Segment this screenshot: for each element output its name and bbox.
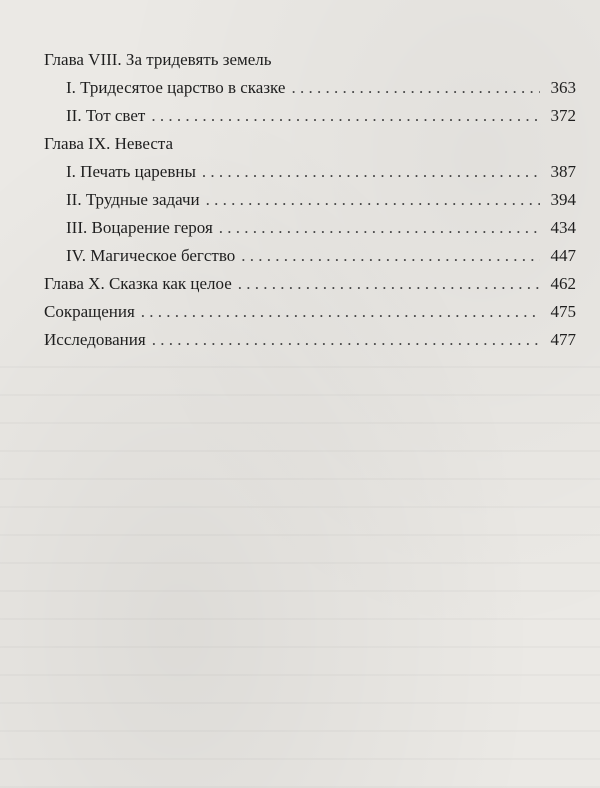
toc-entry	[44, 102, 576, 130]
toc-entry-page: 434	[550, 218, 576, 237]
toc-entry	[44, 186, 576, 214]
toc-entry-title: III. Воцарение героя	[66, 218, 213, 237]
dot-leader	[141, 298, 540, 326]
toc-entry-title: II. Тот свет	[66, 106, 146, 125]
dot-leader	[219, 214, 540, 242]
toc-entry-chapter-8	[44, 46, 576, 74]
toc-entry-title: Глава IX. Невеста	[44, 134, 174, 153]
toc-entry	[44, 214, 576, 242]
dot-leader	[206, 186, 540, 214]
dot-leader	[202, 158, 540, 186]
toc-entry	[44, 158, 576, 186]
dot-leader	[151, 102, 540, 130]
show-through-background	[0, 360, 600, 788]
toc-entry-page: 447	[550, 246, 576, 265]
toc-entry-chapter-9	[44, 130, 576, 158]
toc-entry-page: 363	[550, 78, 576, 97]
toc-entry-title: IV. Магическое бегство	[66, 246, 236, 265]
toc-entry-title: Глава X. Сказка как целое	[44, 274, 232, 293]
toc-entry-abbreviations	[44, 298, 576, 326]
toc-entry-page: 477	[550, 330, 576, 349]
toc-entry-page: 462	[550, 274, 576, 293]
dot-leader	[291, 74, 540, 102]
toc-entry-page: 394	[550, 190, 576, 209]
toc-entry-title: I. Печать царевны	[66, 162, 196, 181]
toc-entry	[44, 242, 576, 270]
dot-leader	[238, 270, 540, 298]
toc-entry-research	[44, 326, 576, 354]
toc-entry-page: 372	[550, 106, 576, 125]
toc-entry-page: 475	[550, 302, 576, 321]
toc-entry-title: Глава VIII. За тридевять земель	[44, 50, 272, 69]
dot-leader	[241, 242, 540, 270]
toc-entry	[44, 74, 576, 102]
dot-leader	[152, 326, 540, 354]
toc-entry-title: I. Тридесятое царство в сказке	[66, 78, 286, 97]
toc-entry-title: Сокращения	[44, 302, 135, 321]
toc-entry-title: Исследования	[44, 330, 146, 349]
toc-entry-chapter-10	[44, 270, 576, 298]
toc-entry-page: 387	[550, 162, 576, 181]
toc-entry-title: II. Трудные задачи	[66, 190, 200, 209]
table-of-contents	[44, 46, 576, 354]
